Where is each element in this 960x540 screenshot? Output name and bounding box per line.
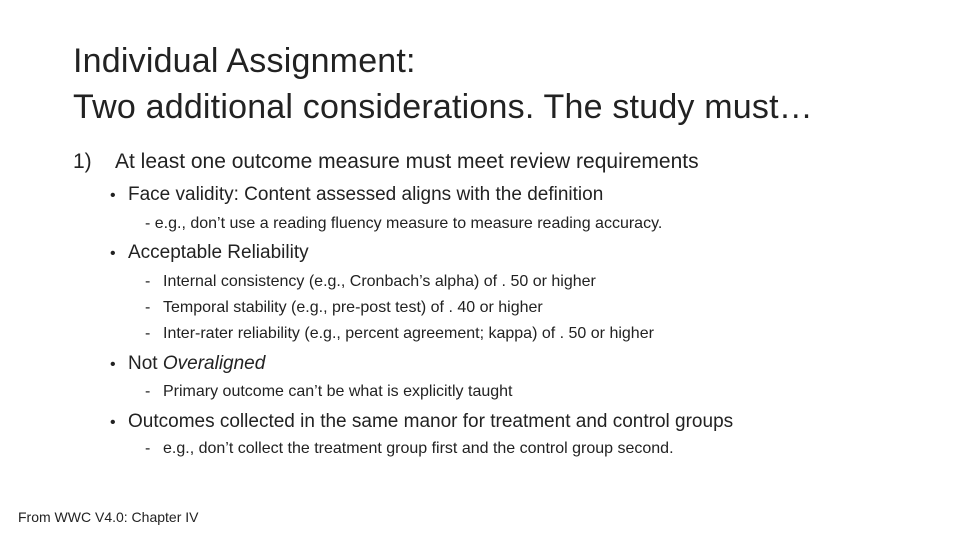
bullet-overaligned (110, 351, 265, 378)
bullet-text: Acceptable Reliability (128, 242, 309, 263)
dash-marker: - (145, 299, 151, 316)
sub-text: e.g., don’t collect the treatment group first and the control group second. (163, 440, 674, 457)
bullet-reliability (110, 240, 309, 267)
sub-face-validity-example (145, 213, 662, 235)
sub-text: Internal consistency (e.g., Cronbach’s alpha) of . 50 or higher (163, 273, 596, 290)
dash-marker: - (145, 215, 151, 232)
bullet-prefix: Not (128, 353, 158, 374)
bullet-text: Face validity: Content assessed aligns with the definition (128, 184, 604, 205)
bullet-face-validity (110, 182, 603, 209)
point-number: 1) (73, 150, 92, 173)
sub-reliability-temporal (145, 297, 543, 319)
dash-marker: - (145, 325, 151, 342)
sub-same-manner (145, 438, 674, 460)
bullet-same-manner (110, 409, 733, 436)
sub-reliability-interrater (145, 323, 654, 345)
title-line-1: Individual Assignment: (73, 42, 416, 80)
bullet-text: Outcomes collected in the same manor for treatment and control groups (128, 411, 734, 432)
slide-title (73, 38, 813, 130)
source-footer: From WWC V4.0: Chapter IV (18, 509, 199, 525)
dash-marker: - (145, 440, 151, 457)
bullet-marker: • (110, 414, 116, 431)
sub-reliability-internal (145, 271, 596, 293)
bullet-marker: • (110, 187, 116, 204)
dash-marker: - (145, 273, 151, 290)
bullet-emphasis: Overaligned (162, 353, 266, 374)
bullet-marker: • (110, 356, 116, 373)
sub-overaligned (145, 381, 512, 403)
title-line-2: Two additional considerations. The study must… (73, 88, 813, 126)
dash-marker: - (145, 383, 151, 400)
bullet-marker: • (110, 245, 116, 262)
sub-text: Temporal stability (e.g., pre-post test) of . 40 or higher (163, 299, 543, 316)
point-text: At least one outcome measure must meet review requirements (115, 150, 699, 173)
sub-text: e.g., don’t use a reading fluency measure to measure reading accuracy. (154, 215, 663, 232)
numbered-point-1 (73, 148, 699, 176)
sub-text: Primary outcome can’t be what is explicitly taught (163, 383, 513, 400)
sub-text: Inter-rater reliability (e.g., percent agreement; kappa) of . 50 or higher (163, 325, 654, 342)
